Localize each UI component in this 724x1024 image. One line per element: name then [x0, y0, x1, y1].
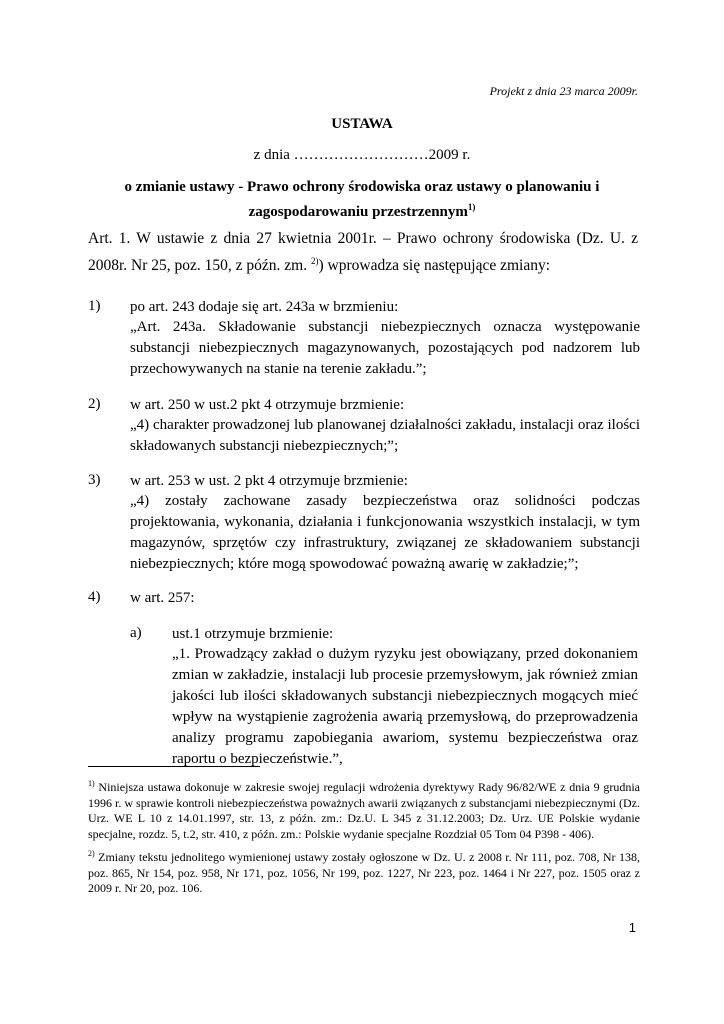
item-4-intro: w art. 257: [130, 590, 195, 606]
subject-line-2 [0, 197, 724, 222]
item-1-intro: po art. 243 dodaje się art. 243a w brzmieniu: [130, 299, 399, 315]
article-1-intro [88, 227, 638, 277]
footnote-separator [88, 766, 260, 767]
footnote-2-text: Zmiany tekstu jednolitego wymienionej ustawy zostały ogłoszone w Dz. U. z 2008 r. Nr 111, poz. 708, Nr 138, poz. 865, Nr 154, poz. 958, Nr 171, poz. 1056, Nr 199, poz. 1227, Nr 223, poz. 1464 i Nr 227, poz. 1505 oraz z 2009 r. Nr 20, poz. 106. [88, 850, 640, 895]
footnote-2-ref: 2) [88, 849, 95, 858]
page-number: 1 [628, 920, 636, 935]
document-subject [0, 177, 724, 222]
article-1-text-after: ) wprowadza się następujące zmiany: [318, 257, 551, 275]
item-1-number: 1) [88, 298, 101, 314]
item-3-intro: w art. 253 w ust. 2 pkt 4 otrzymuje brzmienie: [130, 473, 408, 489]
article-1-text-before: Art. 1. W ustawie z dnia 27 kwietnia 2001r. – Prawo ochrony środowiska (Dz. U. z 2008r. Nr 25, poz. 150, z późn. zm. [88, 230, 638, 275]
subject-line-2-text: zagospodarowaniu przestrzennym [248, 204, 468, 220]
subject-line-1: o zmianie ustawy - Prawo ochrony środowiska oraz ustawy o planowaniu i [124, 179, 600, 195]
footnote-ref-2: 2) [311, 256, 319, 266]
item-4-number: 4) [88, 589, 101, 605]
subitem-a-quote: „1. Prowadzący zakład o dużym ryzyku jest obowiązany, przed dokonaniem zmian w zakładzie, instalacji lub procesie przemysłowym, jak również zmian jakości lub ilości składowanych substancji niebezpiecznych mogących mieć wpływ na wystąpienie zagrożenia awarią przemysłową, do przeprowadzenia analizy programu zapobiegania awariom, systemu bezpieczeństwa oraz raportu o bezpieczeństwie.”, [172, 646, 638, 767]
footnote-2 [88, 846, 640, 897]
subitem-a-intro: ust.1 otrzymuje brzmienie: [172, 626, 334, 642]
footnote-ref-1: 1) [467, 202, 476, 212]
subitem-a-letter: a) [130, 625, 142, 641]
footnote-1-text: Niniejsza ustawa dokonuje w zakresie swojej regulacji wdrożenia dyrektywy Rady 96/82/WE z dnia 9 grudnia 1996 r. w sprawie kontroli niebezpieczeństwa poważnych awarii związanych z substancjami niebezpiecznymi (Dz. Urz. WE L 10 z 14.01.1997, str. 13, z późn. zm.: Dz.U. L 345 z 31.12.2003; Dz. Urz. UE Polskie wydanie specjalne, rozdz. 5, t.2, str. 410, z późn. zm.: Polskie wydanie specjalne Rozdział 05 Tom 04 P398 - 406). [88, 780, 641, 841]
project-date-header: Projekt z dnia 23 marca 2009r. [489, 84, 638, 98]
date-line: z dnia ………………………2009 r. [253, 147, 471, 163]
item-1-quote: „Art. 243a. Składowanie substancji niebezpiecznych oznacza występowanie substancji niebezpiecznych magazynowanych, pozostających pod nadzorem lub przechowywanych na stanie na terenie zakładu.”; [130, 319, 640, 377]
item-3-quote: „4) zostały zachowane zasady bezpieczeństwa oraz solidności podczas projektowania, wykonania, działania i funkcjonowania wszystkich instalacji, w tym magazynów, sprzętów czy infrastruktury, związanej ze składowaniem substancji niebezpiecznych; które mogą spowodować poważną awarię w zakładzie;”; [130, 493, 640, 572]
footnote-1-ref: 1) [88, 779, 95, 788]
item-3-number: 3) [88, 472, 101, 488]
item-2-intro: w art. 250 w ust.2 pkt 4 otrzymuje brzmienie: [130, 397, 405, 413]
document-title: USTAWA [331, 116, 393, 132]
footnote-1 [88, 776, 640, 842]
item-2-number: 2) [88, 396, 101, 412]
item-2-quote: „4) charakter prowadzonej lub planowanej działalności zakładu, instalacji oraz ilości składowanych substancji niebezpiecznych;”; [130, 417, 640, 454]
